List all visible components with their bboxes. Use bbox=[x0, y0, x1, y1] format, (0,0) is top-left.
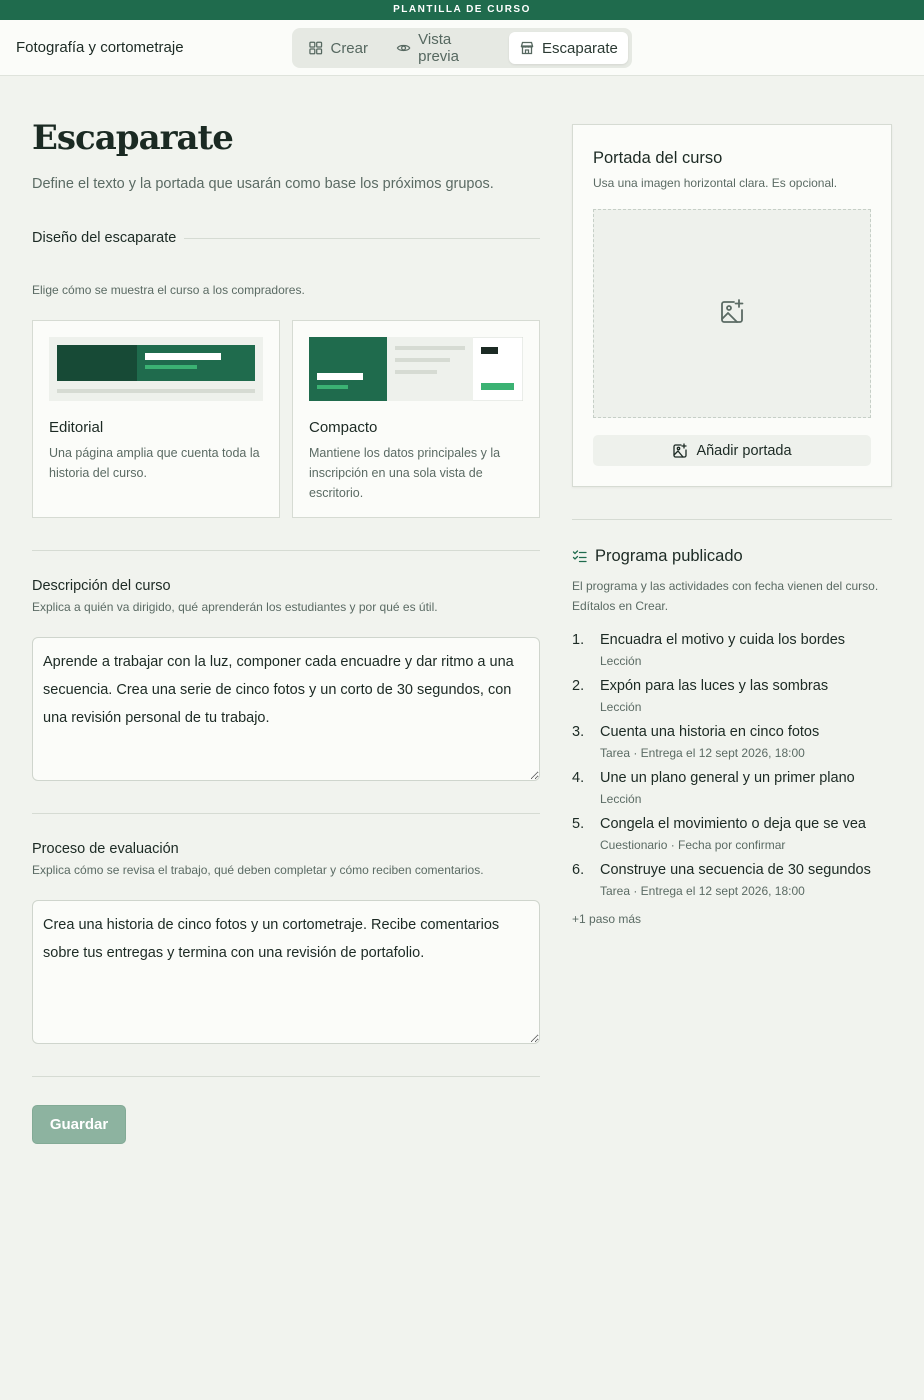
step-title: Encuadra el motivo y cuida los bordes bbox=[600, 632, 846, 648]
divider bbox=[32, 550, 540, 551]
step-title: Expón para las luces y las sombras bbox=[600, 678, 829, 694]
save-button[interactable]: Guardar bbox=[32, 1105, 126, 1144]
step-number: 3. bbox=[572, 724, 585, 740]
program-step bbox=[572, 678, 892, 724]
program-step bbox=[572, 862, 892, 908]
cover-card bbox=[572, 124, 892, 487]
tab-label: Crear bbox=[330, 39, 368, 57]
top-bar bbox=[0, 20, 924, 76]
add-cover-button[interactable] bbox=[593, 435, 871, 466]
page-title: Escaparate bbox=[32, 118, 233, 158]
step-number: 2. bbox=[572, 678, 585, 694]
compact-layout-thumbnail bbox=[309, 337, 523, 401]
section-divider bbox=[184, 238, 540, 239]
image-plus-icon bbox=[718, 298, 746, 326]
step-title: Congela el movimiento o deja que se vea bbox=[600, 816, 866, 832]
storefront-icon bbox=[519, 40, 535, 56]
evaluation-hint: Explica cómo se revisa el trabajo, qué deben completar y cómo reciben comentarios. bbox=[32, 863, 484, 877]
step-meta: Lección bbox=[600, 654, 642, 668]
divider bbox=[32, 1076, 540, 1077]
step-meta: Cuestionario · Fecha por confirmar bbox=[600, 838, 786, 852]
step-meta: Lección bbox=[600, 792, 642, 806]
program-title: Programa publicado bbox=[595, 547, 743, 565]
step-title: Construye una secuencia de 30 segundos bbox=[600, 862, 871, 878]
evaluation-label: Proceso de evaluación bbox=[32, 841, 179, 857]
tab-vista-previa[interactable] bbox=[386, 32, 502, 64]
evaluation-textarea[interactable] bbox=[32, 900, 540, 1044]
add-cover-label: Añadir portada bbox=[696, 442, 792, 459]
program-description: El programa y las actividades con fecha vienen del curso. Edítalos en Crear. bbox=[572, 579, 879, 613]
step-title: Une un plano general y un primer plano bbox=[600, 770, 855, 786]
checklist-icon bbox=[572, 549, 587, 564]
program-step bbox=[572, 770, 892, 816]
course-description-textarea[interactable] bbox=[32, 637, 540, 781]
cover-hint: Usa una imagen horizontal clara. Es opcional. bbox=[593, 176, 838, 190]
image-plus-icon bbox=[672, 443, 688, 459]
layout-option-description: Una página amplia que cuenta toda la historia del curso. bbox=[49, 446, 260, 480]
step-number: 4. bbox=[572, 770, 585, 786]
grid-icon bbox=[308, 40, 323, 56]
tab-escaparate[interactable] bbox=[509, 32, 628, 64]
editorial-layout-thumbnail bbox=[49, 337, 263, 401]
layout-option-editorial[interactable] bbox=[32, 320, 280, 518]
tab-label: Vista previa bbox=[418, 31, 459, 65]
design-hint: Elige cómo se muestra el curso a los compradores. bbox=[32, 283, 305, 297]
step-title: Cuenta una historia en cinco fotos bbox=[600, 724, 820, 740]
view-switcher bbox=[292, 28, 632, 68]
description-label: Descripción del curso bbox=[32, 578, 171, 594]
tab-crear[interactable] bbox=[298, 32, 378, 64]
cover-dropzone[interactable] bbox=[593, 209, 871, 418]
layout-option-description: Mantiene los datos principales y la inscripción en una sola vista de escritorio. bbox=[309, 446, 501, 500]
program-step bbox=[572, 632, 892, 678]
program-header bbox=[572, 547, 743, 566]
design-section-header bbox=[32, 230, 540, 246]
layout-option-compacto[interactable] bbox=[292, 320, 540, 518]
tab-label: Escaparate bbox=[542, 39, 618, 57]
page-subtitle: Define el texto y la portada que usarán como base los próximos grupos. bbox=[32, 176, 494, 192]
cover-title: Portada del curso bbox=[593, 149, 723, 167]
layout-option-title: Editorial bbox=[49, 419, 104, 436]
program-step bbox=[572, 724, 892, 770]
template-banner: PLANTILLA DE CURSO bbox=[0, 0, 924, 20]
program-steps bbox=[572, 632, 892, 908]
divider bbox=[32, 813, 540, 814]
design-heading: Diseño del escaparate bbox=[32, 230, 177, 246]
step-number: 5. bbox=[572, 816, 585, 832]
layout-option-title: Compacto bbox=[309, 419, 378, 436]
step-number: 1. bbox=[572, 632, 585, 648]
eye-icon bbox=[396, 40, 411, 56]
divider bbox=[572, 519, 892, 520]
step-meta: Tarea · Entrega el 12 sept 2026, 18:00 bbox=[600, 884, 805, 898]
step-number: 6. bbox=[572, 862, 585, 878]
step-meta: Lección bbox=[600, 700, 642, 714]
more-steps-note: +1 paso más bbox=[572, 912, 642, 926]
step-meta: Tarea · Entrega el 12 sept 2026, 18:00 bbox=[600, 746, 805, 760]
course-name: Fotografía y cortometraje bbox=[16, 39, 184, 56]
program-step bbox=[572, 816, 892, 862]
description-hint: Explica a quién va dirigido, qué aprenderán los estudiantes y por qué es útil. bbox=[32, 600, 438, 614]
